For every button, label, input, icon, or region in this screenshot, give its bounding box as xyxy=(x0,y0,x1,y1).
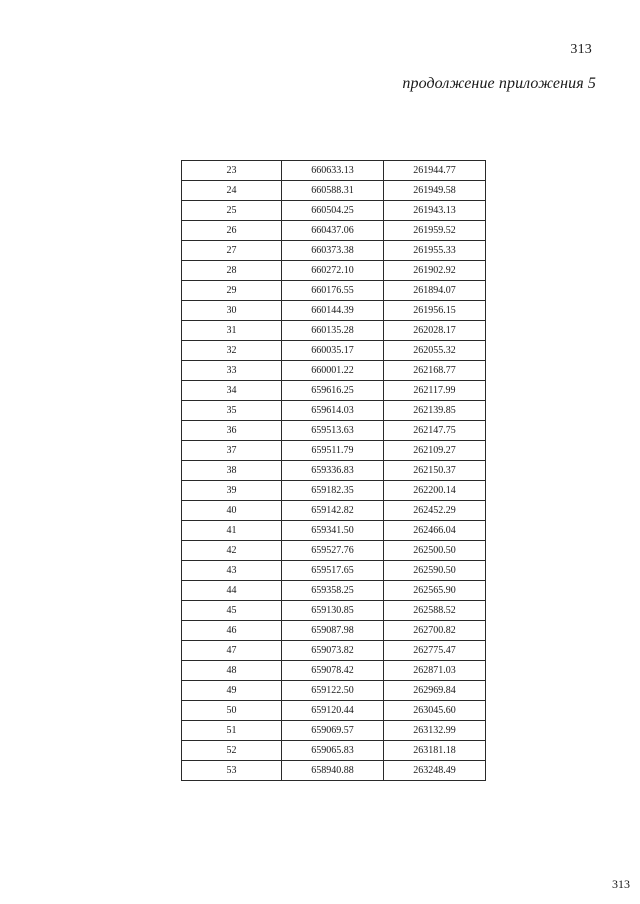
y-coordinate-cell: 262109.27 xyxy=(384,441,486,461)
y-coordinate-cell: 262588.52 xyxy=(384,601,486,621)
point-number-cell: 37 xyxy=(182,441,282,461)
x-coordinate-cell: 659341.50 xyxy=(282,521,384,541)
table-row xyxy=(182,301,486,321)
coordinates-table xyxy=(181,160,486,781)
y-coordinate-cell: 262055.32 xyxy=(384,341,486,361)
x-coordinate-cell: 659336.83 xyxy=(282,461,384,481)
y-coordinate-cell: 261959.52 xyxy=(384,221,486,241)
y-coordinate-cell: 261949.58 xyxy=(384,181,486,201)
x-coordinate-cell: 660588.31 xyxy=(282,181,384,201)
point-number-cell: 39 xyxy=(182,481,282,501)
table-row xyxy=(182,261,486,281)
table-row xyxy=(182,401,486,421)
x-coordinate-cell: 659087.98 xyxy=(282,621,384,641)
table-row xyxy=(182,761,486,781)
y-coordinate-cell: 262168.77 xyxy=(384,361,486,381)
page-number-top: 313 xyxy=(570,42,592,57)
x-coordinate-cell: 659616.25 xyxy=(282,381,384,401)
point-number-cell: 38 xyxy=(182,461,282,481)
point-number-cell: 44 xyxy=(182,581,282,601)
table-row xyxy=(182,581,486,601)
point-number-cell: 26 xyxy=(182,221,282,241)
point-number-cell: 51 xyxy=(182,721,282,741)
y-coordinate-cell: 262147.75 xyxy=(384,421,486,441)
table-row xyxy=(182,381,486,401)
table-row xyxy=(182,421,486,441)
x-coordinate-cell: 660001.22 xyxy=(282,361,384,381)
point-number-cell: 53 xyxy=(182,761,282,781)
y-coordinate-cell: 262590.50 xyxy=(384,561,486,581)
point-number-cell: 52 xyxy=(182,741,282,761)
table-row xyxy=(182,181,486,201)
table-row xyxy=(182,201,486,221)
table-row xyxy=(182,681,486,701)
page-number-bottom: 313 xyxy=(612,877,630,891)
table-row xyxy=(182,281,486,301)
table-row xyxy=(182,621,486,641)
table-row xyxy=(182,641,486,661)
x-coordinate-cell: 659069.57 xyxy=(282,721,384,741)
point-number-cell: 24 xyxy=(182,181,282,201)
y-coordinate-cell: 262200.14 xyxy=(384,481,486,501)
y-coordinate-cell: 262565.90 xyxy=(384,581,486,601)
y-coordinate-cell: 262466.04 xyxy=(384,521,486,541)
x-coordinate-cell: 660176.55 xyxy=(282,281,384,301)
x-coordinate-cell: 660437.06 xyxy=(282,221,384,241)
table-row xyxy=(182,341,486,361)
table-row xyxy=(182,601,486,621)
table-row xyxy=(182,361,486,381)
table-row xyxy=(182,561,486,581)
x-coordinate-cell: 658940.88 xyxy=(282,761,384,781)
x-coordinate-cell: 659142.82 xyxy=(282,501,384,521)
point-number-cell: 49 xyxy=(182,681,282,701)
point-number-cell: 50 xyxy=(182,701,282,721)
table-row xyxy=(182,741,486,761)
table-row xyxy=(182,521,486,541)
table-row xyxy=(182,321,486,341)
y-coordinate-cell: 261894.07 xyxy=(384,281,486,301)
y-coordinate-cell: 263132.99 xyxy=(384,721,486,741)
x-coordinate-cell: 660504.25 xyxy=(282,201,384,221)
x-coordinate-cell: 660135.28 xyxy=(282,321,384,341)
x-coordinate-cell: 659065.83 xyxy=(282,741,384,761)
point-number-cell: 28 xyxy=(182,261,282,281)
y-coordinate-cell: 262150.37 xyxy=(384,461,486,481)
point-number-cell: 47 xyxy=(182,641,282,661)
y-coordinate-cell: 262452.29 xyxy=(384,501,486,521)
point-number-cell: 27 xyxy=(182,241,282,261)
x-coordinate-cell: 659120.44 xyxy=(282,701,384,721)
point-number-cell: 23 xyxy=(182,161,282,181)
y-coordinate-cell: 262775.47 xyxy=(384,641,486,661)
x-coordinate-cell: 659182.35 xyxy=(282,481,384,501)
table-row xyxy=(182,461,486,481)
y-coordinate-cell: 262117.99 xyxy=(384,381,486,401)
x-coordinate-cell: 660035.17 xyxy=(282,341,384,361)
x-coordinate-cell: 660144.39 xyxy=(282,301,384,321)
x-coordinate-cell: 659130.85 xyxy=(282,601,384,621)
point-number-cell: 31 xyxy=(182,321,282,341)
point-number-cell: 35 xyxy=(182,401,282,421)
table-row xyxy=(182,241,486,261)
point-number-cell: 29 xyxy=(182,281,282,301)
x-coordinate-cell: 659078.42 xyxy=(282,661,384,681)
table-row xyxy=(182,501,486,521)
point-number-cell: 48 xyxy=(182,661,282,681)
point-number-cell: 34 xyxy=(182,381,282,401)
point-number-cell: 25 xyxy=(182,201,282,221)
x-coordinate-cell: 659073.82 xyxy=(282,641,384,661)
point-number-cell: 41 xyxy=(182,521,282,541)
y-coordinate-cell: 261956.15 xyxy=(384,301,486,321)
y-coordinate-cell: 262969.84 xyxy=(384,681,486,701)
table-row xyxy=(182,441,486,461)
y-coordinate-cell: 262028.17 xyxy=(384,321,486,341)
appendix-caption: продолжение приложения 5 xyxy=(402,75,596,92)
point-number-cell: 45 xyxy=(182,601,282,621)
table-row xyxy=(182,481,486,501)
point-number-cell: 36 xyxy=(182,421,282,441)
x-coordinate-cell: 659527.76 xyxy=(282,541,384,561)
x-coordinate-cell: 659358.25 xyxy=(282,581,384,601)
y-coordinate-cell: 261955.33 xyxy=(384,241,486,261)
x-coordinate-cell: 659614.03 xyxy=(282,401,384,421)
x-coordinate-cell: 660272.10 xyxy=(282,261,384,281)
y-coordinate-cell: 262500.50 xyxy=(384,541,486,561)
table-row xyxy=(182,221,486,241)
point-number-cell: 40 xyxy=(182,501,282,521)
y-coordinate-cell: 261902.92 xyxy=(384,261,486,281)
x-coordinate-cell: 660633.13 xyxy=(282,161,384,181)
table-row xyxy=(182,701,486,721)
y-coordinate-cell: 263248.49 xyxy=(384,761,486,781)
coordinates-table-body xyxy=(182,161,486,781)
table-row xyxy=(182,661,486,681)
point-number-cell: 42 xyxy=(182,541,282,561)
y-coordinate-cell: 262871.03 xyxy=(384,661,486,681)
x-coordinate-cell: 659511.79 xyxy=(282,441,384,461)
point-number-cell: 33 xyxy=(182,361,282,381)
point-number-cell: 32 xyxy=(182,341,282,361)
x-coordinate-cell: 659122.50 xyxy=(282,681,384,701)
point-number-cell: 43 xyxy=(182,561,282,581)
y-coordinate-cell: 261944.77 xyxy=(384,161,486,181)
y-coordinate-cell: 261943.13 xyxy=(384,201,486,221)
point-number-cell: 46 xyxy=(182,621,282,641)
y-coordinate-cell: 262700.82 xyxy=(384,621,486,641)
x-coordinate-cell: 659517.65 xyxy=(282,561,384,581)
x-coordinate-cell: 659513.63 xyxy=(282,421,384,441)
y-coordinate-cell: 263045.60 xyxy=(384,701,486,721)
x-coordinate-cell: 660373.38 xyxy=(282,241,384,261)
y-coordinate-cell: 262139.85 xyxy=(384,401,486,421)
table-row xyxy=(182,161,486,181)
table-row xyxy=(182,721,486,741)
table-row xyxy=(182,541,486,561)
point-number-cell: 30 xyxy=(182,301,282,321)
y-coordinate-cell: 263181.18 xyxy=(384,741,486,761)
